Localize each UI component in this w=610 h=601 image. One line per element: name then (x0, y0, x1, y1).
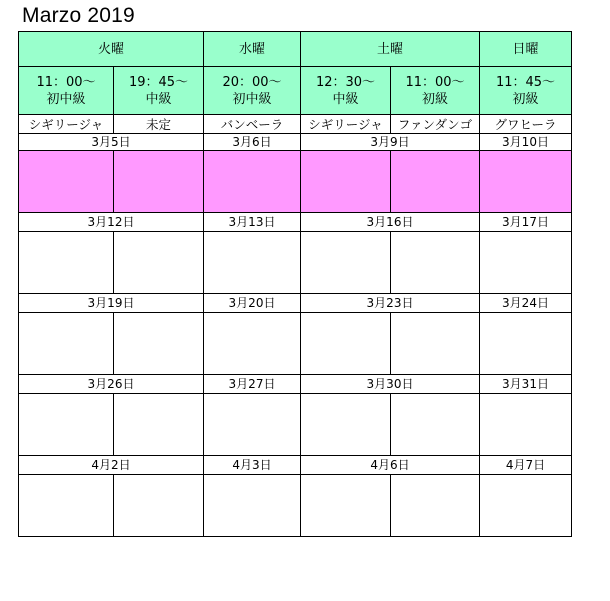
class-time: 11：45～ (495, 74, 556, 90)
page-title: Marzo 2019 (22, 4, 135, 27)
date-label: 3月19日 (19, 294, 204, 313)
schedule-cell (204, 394, 301, 456)
schedule-cell-highlighted (19, 151, 114, 213)
schedule-cell-highlighted (391, 151, 480, 213)
schedule-cell (114, 394, 204, 456)
schedule-cell (114, 475, 204, 537)
class-time: 11：00～ (405, 74, 465, 90)
class-time-cell (19, 67, 114, 115)
schedule-cell-highlighted (301, 151, 391, 213)
schedule-cell (301, 394, 391, 456)
date-label: 4月6日 (301, 456, 480, 475)
day-header-wednesday: 水曜 (204, 32, 301, 67)
schedule-cell (391, 313, 480, 375)
class-level: 初中級 (46, 91, 86, 107)
schedule-cell (204, 475, 301, 537)
class-time: 12：30～ (315, 74, 376, 90)
class-time-cell (114, 67, 204, 115)
class-level: 初級 (512, 91, 539, 107)
date-label: 3月30日 (301, 375, 480, 394)
day-header-sunday: 日曜 (480, 32, 572, 67)
date-label: 3月6日 (204, 134, 301, 151)
date-label: 3月16日 (301, 213, 480, 232)
dance-style: シギリージャ (301, 115, 391, 134)
dance-style: 未定 (114, 115, 204, 134)
schedule-cell (204, 232, 301, 294)
date-label: 3月23日 (301, 294, 480, 313)
schedule-cell (114, 232, 204, 294)
dance-style: シギリージャ (19, 115, 114, 134)
dance-style: グワヒーラ (480, 115, 572, 134)
schedule-cell-highlighted (114, 151, 204, 213)
date-label: 3月13日 (204, 213, 301, 232)
schedule-cell (301, 313, 391, 375)
class-time-cell (391, 67, 480, 115)
schedule-cell (480, 313, 572, 375)
schedule-cell (19, 394, 114, 456)
schedule-cell (391, 475, 480, 537)
schedule-cell (480, 232, 572, 294)
date-label: 3月20日 (204, 294, 301, 313)
schedule-cell (114, 313, 204, 375)
class-time: 19：45～ (128, 74, 189, 90)
date-label: 3月17日 (480, 213, 572, 232)
schedule-cell (19, 232, 114, 294)
date-label: 3月27日 (204, 375, 301, 394)
class-level: 初級 (421, 91, 448, 107)
class-time: 20：00～ (222, 74, 282, 90)
date-label: 3月10日 (480, 134, 572, 151)
date-label: 3月5日 (19, 134, 204, 151)
schedule-cell (19, 313, 114, 375)
dance-style: ファンダンゴ (391, 115, 480, 134)
schedule-cell (301, 232, 391, 294)
schedule-cell (480, 475, 572, 537)
schedule-cell (480, 394, 572, 456)
schedule-cell-highlighted (480, 151, 572, 213)
schedule-table (18, 31, 572, 537)
class-time-cell (480, 67, 572, 115)
schedule-cell (204, 313, 301, 375)
date-label: 3月31日 (480, 375, 572, 394)
date-label: 3月12日 (19, 213, 204, 232)
day-header-tuesday: 火曜 (19, 32, 204, 67)
dance-style: バンベーラ (204, 115, 301, 134)
class-time-cell (204, 67, 301, 115)
schedule-cell (391, 394, 480, 456)
class-level: 中級 (145, 91, 172, 107)
date-label: 3月26日 (19, 375, 204, 394)
date-label: 4月2日 (19, 456, 204, 475)
date-label: 4月3日 (204, 456, 301, 475)
schedule-cell-highlighted (204, 151, 301, 213)
schedule-cell (391, 232, 480, 294)
date-label: 3月9日 (301, 134, 480, 151)
date-label: 3月24日 (480, 294, 572, 313)
class-time: 11：00～ (36, 74, 96, 90)
day-header-saturday: 土曜 (301, 32, 480, 67)
date-label: 4月7日 (480, 456, 572, 475)
class-level: 初中級 (232, 91, 272, 107)
schedule-cell (19, 475, 114, 537)
class-time-cell (301, 67, 391, 115)
class-level: 中級 (332, 91, 359, 107)
schedule-cell (301, 475, 391, 537)
